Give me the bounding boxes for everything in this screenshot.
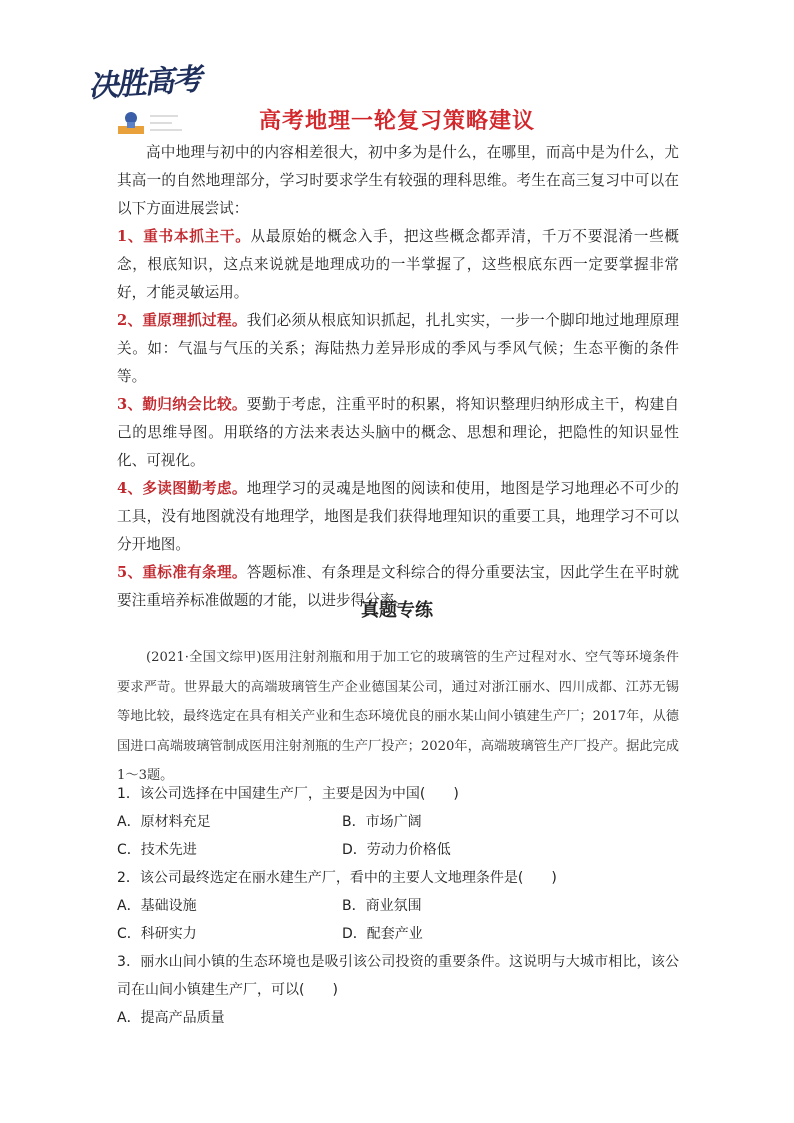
options-row (117, 892, 679, 920)
tip-heading: 5、重标准有条理。 (117, 564, 247, 581)
question-1: 1．该公司选择在中国建生产厂，主要是因为中国( ) (117, 786, 459, 802)
tip-body: 地理学习的灵魂是地图的阅读和使用，地图是学习地理必不可少的工具，没有地图就没有地理学，地图是我们获得地理知识的重要工具，地理学习不可以分开地图。 (117, 480, 679, 553)
question-3: 3．丽水山间小镇的生态环境也是吸引该公司投资的重要条件。这说明与大城市相比，该公司在山间小镇建生产厂，可以( ) (117, 954, 679, 998)
option-c: C．科研实力 (117, 926, 197, 942)
tip-body: 从最原始的概念入手，把这些概念都弄清，千万不要混淆一些概念，根底知识，这点来说就是地理成功的一半掌握了，这些根底东西一定要掌握非常好，才能灵敏运用。 (117, 228, 679, 301)
option-b: B．商业氛围 (342, 898, 422, 914)
option-d: D．劳动力价格低 (342, 842, 451, 858)
strategy-section (117, 139, 679, 615)
tip-body: 要勤于考虑，注重平时的积累，将知识整理归纳形成主干，构建自己的思维导图。用联络的方法来表达头脑中的概念、思想和理论，把隐性的知识显性化、可视化。 (117, 396, 679, 469)
tip-4 (117, 475, 679, 559)
options-row (117, 808, 679, 836)
tip-heading: 2、重原理抓过程。 (117, 312, 247, 329)
section-heading: 真题专练 (361, 600, 433, 621)
option-a: A．原材料充足 (117, 814, 211, 830)
tip-1 (117, 223, 679, 307)
tip-heading: 3、勤归纳会比较。 (117, 396, 247, 413)
exam-passage (117, 643, 679, 791)
page-title: 高考地理一轮复习策略建议 (258, 109, 535, 134)
option-b: B．市场广阔 (342, 814, 422, 830)
logo-text: 决胜高考 (87, 62, 202, 105)
question-2: 2．该公司最终选定在丽水建生产厂，看中的主要人文地理条件是( ) (117, 870, 557, 886)
option-c: C．技术先进 (117, 842, 197, 858)
option-d: D．配套产业 (342, 926, 423, 942)
tip-heading: 4、多读图勤考虑。 (117, 480, 247, 497)
option-a: A．提高产品质量 (117, 1010, 225, 1026)
tip-heading: 1、重书本抓主干。 (117, 228, 251, 245)
tip-body: 答题标准、有条理是文科综合的得分重要法宝，因此学生在平时就要注重培养标准做题的才能，以进步得分率。 (117, 564, 679, 609)
intro-paragraph: 高中地理与初中的内容相差很大，初中多为是什么，在哪里，而高中是为什么，尤其高一的自然地理部分，学习时要求学生有较强的理科思维。考生在高三复习中可以在以下方面进展尝试： (117, 144, 679, 217)
tip-body: 我们必须从根底知识抓起，扎扎实实，一步一个脚印地过地理原理关。如：气温与气压的关系；海陆热力差异形成的季风与季风气候；生态平衡的条件等。 (117, 312, 679, 385)
option-a: A．基础设施 (117, 898, 197, 914)
question-list (117, 780, 679, 1032)
passage-text: (2021·全国文综甲)医用注射剂瓶和用于加工它的玻璃管的生产过程对水、空气等环境条件要求严苛。世界最大的高端玻璃管生产企业德国某公司，通过对浙江丽水、四川成都、江苏无锡等地比较，最终选定在具有相关产业和生态环境优良的丽水某山间小镇建生产厂；2017年，从德国进口高端玻璃管制成医用注射剂瓶的生产厂投产；2020年，高端玻璃管生产厂投产。据此完成1～3题。 (117, 650, 679, 783)
options-row (117, 1004, 679, 1032)
tip-3 (117, 391, 679, 475)
options-row (117, 836, 679, 864)
options-row (117, 920, 679, 948)
tip-2 (117, 307, 679, 391)
